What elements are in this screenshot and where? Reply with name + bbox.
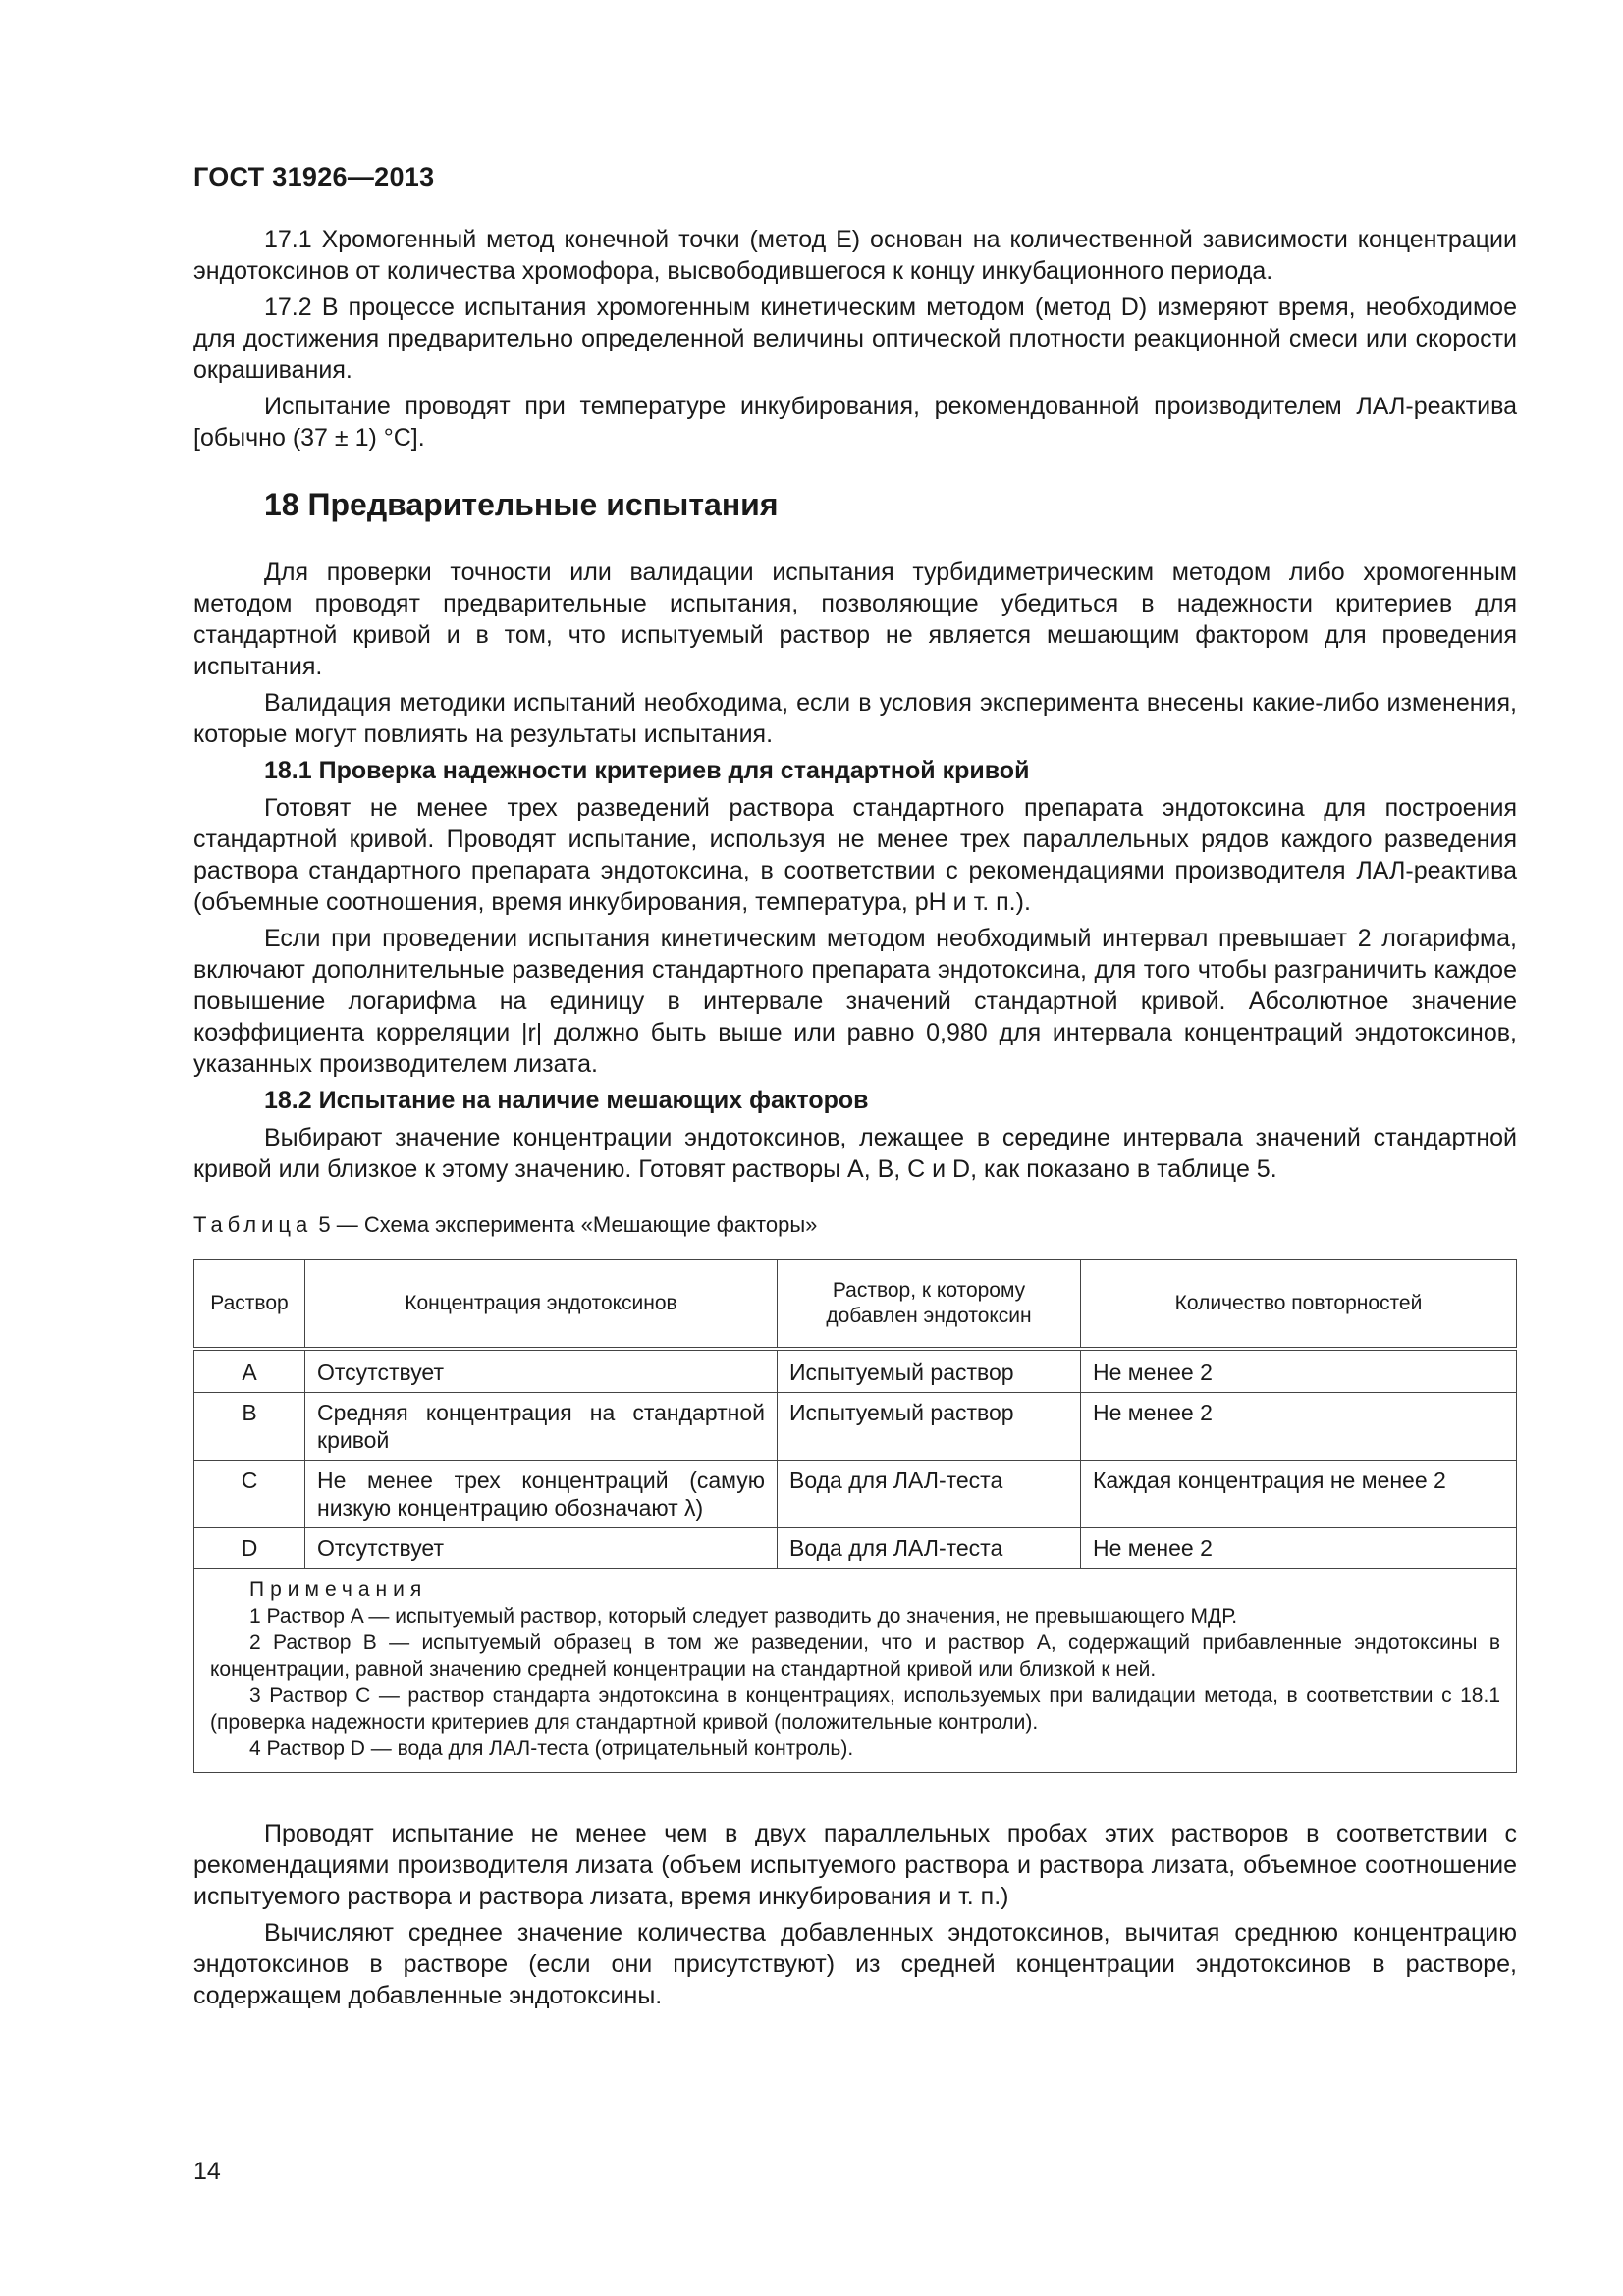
- table-notes-row: [194, 1569, 1517, 1773]
- document-code: ГОСТ 31926—2013: [193, 162, 435, 191]
- note-3: 3 Раствор C — раствор стандарта эндотоксина в концентрациях, используемых при валидации метода, в соответствии с 18.1 (проверка надежности критериев для стандартной кривой (положительные контроли).: [210, 1684, 1500, 1734]
- section-18-2-heading: 18.2 Испытание на наличие мешающих факторов: [264, 1087, 869, 1114]
- column-header-spiked-solution: Раствор, к которому добавлен эндотоксин: [778, 1260, 1081, 1350]
- interference-table: [193, 1259, 1517, 1773]
- cell-replicates: Каждая концентрация не менее 2: [1081, 1461, 1517, 1528]
- closing-section: [193, 1818, 1517, 2011]
- cell-concentration: Отсутствует: [305, 1349, 778, 1393]
- column-header-solution: Раствор: [194, 1260, 305, 1350]
- cell-solution: C: [194, 1461, 305, 1528]
- column-header-concentration: Концентрация эндотоксинов: [305, 1260, 778, 1350]
- table-row: [194, 1461, 1517, 1528]
- paragraph-17-1: 17.1 Хромогенный метод конечной точки (метод E) основан на количественной зависимости концентрации эндотоксинов от количества хромофора, высвободившегося к концу инкубационного периода.: [193, 226, 1517, 285]
- paragraph-18-intro: Для проверки точности или валидации испытания турбидиметрическим методом либо хромогенным методом проводят предварительные испытания, позволяющие убедиться в надежности критериев для стандартной кривой и в том, что испытуемый раствор не является мешающим фактором для проведения испытания.: [193, 559, 1517, 680]
- table-header-row: [194, 1260, 1517, 1350]
- cell-spiked-solution: Испытуемый раствор: [778, 1349, 1081, 1393]
- paragraph-18-1-kinetic: Если при проведении испытания кинетическим методом необходимый интервал превышает 2 логарифма, включают дополнительные разведения стандартного препарата эндотоксина, для того чтобы разграничить каждое повышение логарифма на единицу в интервале значений стандартной кривой. Абсолютное значение коэффициента корреляции |r| должно быть выше или равно 0,980 для интервала концентраций эндотоксинов, указанных производителем лизата.: [193, 925, 1517, 1078]
- cell-solution: D: [194, 1528, 305, 1569]
- page-number: 14: [193, 2158, 221, 2185]
- cell-spiked-solution: Испытуемый раствор: [778, 1393, 1081, 1461]
- cell-spiked-solution: Вода для ЛАЛ-теста: [778, 1528, 1081, 1569]
- table-row: [194, 1528, 1517, 1569]
- note-4: 4 Раствор D — вода для ЛАЛ-теста (отрицательный контроль).: [249, 1737, 854, 1760]
- table-caption: [193, 1212, 1517, 1238]
- table-row: [194, 1393, 1517, 1461]
- paragraph-18-1-dilutions: Готовят не менее трех разведений раствора стандартного препарата эндотоксина для построения стандартной кривой. Проводят испытание, используя не менее трех параллельных рядов каждого разведения раствора стандартного препарата эндотоксина, в соответствии с рекомендациями производителя ЛАЛ-реактива (объемные соотношения, время инкубирования, температура, pH и т. п.).: [193, 794, 1517, 916]
- notes-title: Примечания: [249, 1578, 428, 1601]
- paragraph-17-2: 17.2 В процессе испытания хромогенным кинетическим методом (метод D) измеряют время, необходимое для достижения предварительно определенной величины оптической плотности реакционной смеси или скорости окрашивания.: [193, 294, 1517, 384]
- paragraph-18-validation: Валидация методики испытаний необходима, если в условия эксперимента внесены какие-либо изменения, которые могут повлиять на результаты испытания.: [193, 689, 1517, 748]
- column-header-replicates: Количество повторностей: [1081, 1260, 1517, 1350]
- paragraph-17-2-temperature: Испытание проводят при температуре инкубирования, рекомендованной производителем ЛАЛ-реактива [обычно (37 ± 1) °C].: [193, 393, 1517, 452]
- note-1: 1 Раствор A — испытуемый раствор, который следует разводить до значения, не превышающего МДР.: [249, 1605, 1238, 1628]
- cell-replicates: Не менее 2: [1081, 1393, 1517, 1461]
- paragraph-parallel-samples: Проводят испытание не менее чем в двух параллельных пробах этих растворов в соответствии с рекомендациями производителя лизата (объем испытуемого раствора и раствора лизата, объемное соотношение испытуемого раствора и раствора лизата, время инкубирования и т. п.): [193, 1820, 1517, 1910]
- document-body: [193, 224, 1517, 2016]
- cell-concentration: Отсутствует: [305, 1528, 778, 1569]
- table-row: [194, 1349, 1517, 1393]
- cell-concentration: Не менее трех концентраций (самую низкую концентрацию обозначают λ): [305, 1461, 778, 1528]
- table-notes: [194, 1569, 1517, 1773]
- paragraph-average-calculation: Вычисляют среднее значение количества добавленных эндотоксинов, вычитая среднюю концентрацию эндотоксинов в растворе (если они присутствуют) из средней концентрации эндотоксинов в растворе, содержащем добавленные эндотоксины.: [193, 1919, 1517, 2009]
- cell-solution: B: [194, 1393, 305, 1461]
- section-18-heading: 18 Предварительные испытания: [264, 487, 779, 522]
- paragraph-18-2-solutions: Выбирают значение концентрации эндотоксинов, лежащее в середине интервала значений стандартной кривой или близкое к этому значению. Готовят растворы A, B, C и D, как показано в таблице 5.: [193, 1124, 1517, 1183]
- cell-solution: A: [194, 1349, 305, 1393]
- table-caption-label: Таблица: [193, 1212, 313, 1237]
- cell-replicates: Не менее 2: [1081, 1349, 1517, 1393]
- note-2: 2 Раствор B — испытуемый образец в том же разведении, что и раствор A, содержащий прибавленные эндотоксины в концентрации, равной значению средней концентрации на стандартной кривой или близкой к ней.: [210, 1631, 1500, 1681]
- cell-spiked-solution: Вода для ЛАЛ-теста: [778, 1461, 1081, 1528]
- cell-replicates: Не менее 2: [1081, 1528, 1517, 1569]
- table-caption-title: 5 — Схема эксперимента «Мешающие факторы»: [312, 1212, 818, 1237]
- cell-concentration: Средняя концентрация на стандартной кривой: [305, 1393, 778, 1461]
- section-18-1-heading: 18.1 Проверка надежности критериев для стандартной кривой: [264, 757, 1030, 784]
